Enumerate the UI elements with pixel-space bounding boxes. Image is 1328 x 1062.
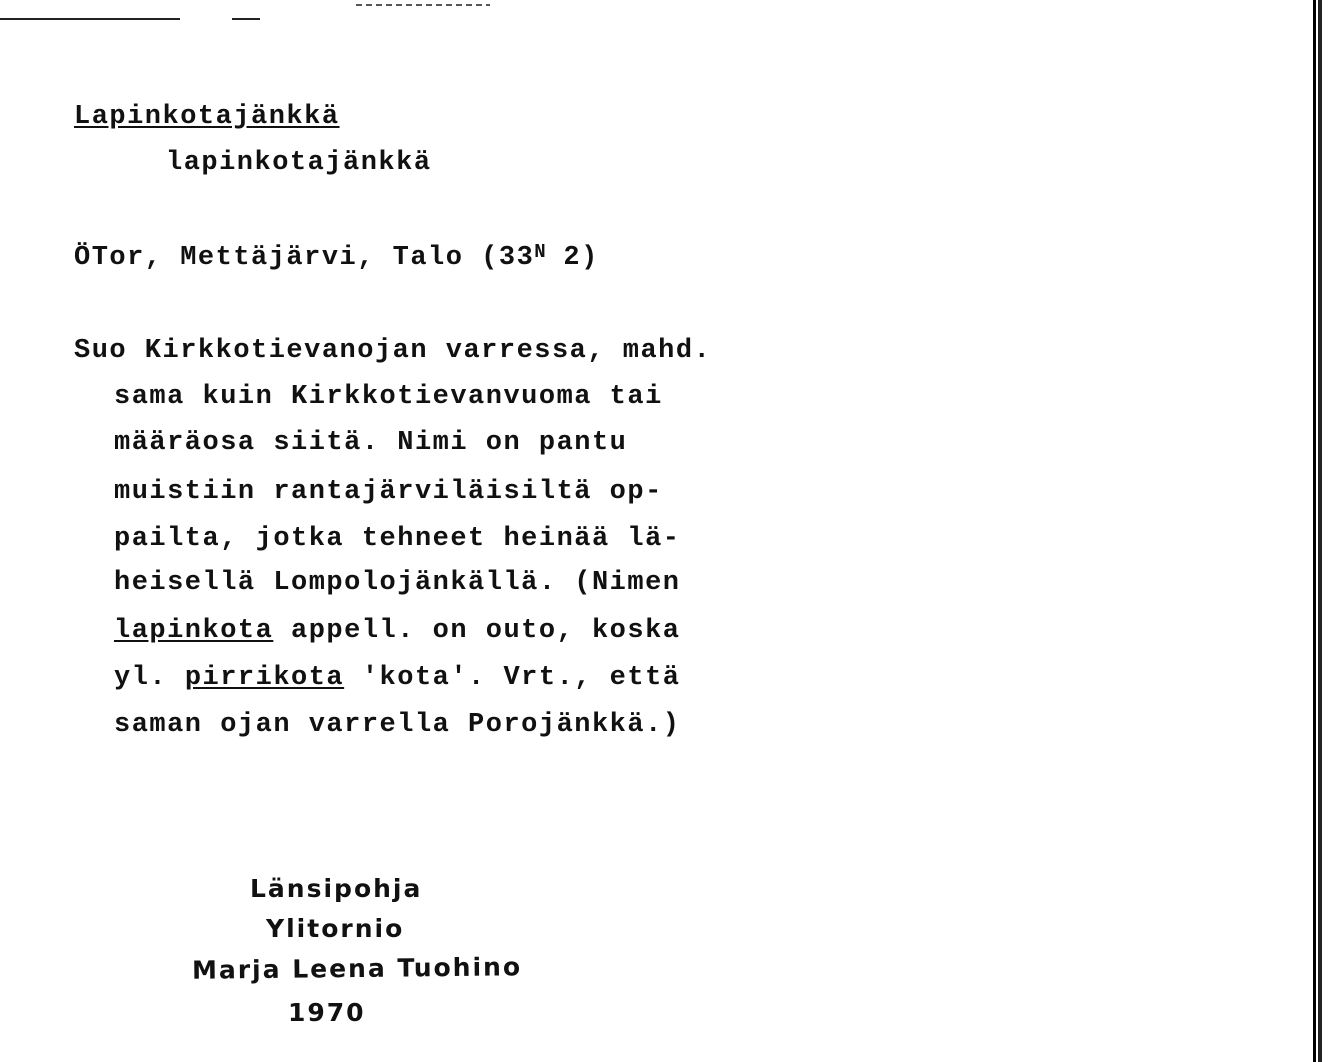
underlined-word-pirrikota: pirrikota xyxy=(184,663,345,693)
body-line-8-rest: 'kota'. Vrt., että xyxy=(344,663,681,693)
body-line-1: Suo Kirkkotievanojan varressa, mahd. xyxy=(74,336,712,366)
body-line-6: heisellä Lompolojänkällä. (Nimen xyxy=(114,568,681,598)
body-line-3: määräosa siitä. Nimi on pantu xyxy=(114,428,628,458)
location-main: ÖTor, Mettäjärvi, Talo (33 xyxy=(74,243,535,273)
body-line-7-rest: appell. on outo, koska xyxy=(273,616,681,646)
pronunciation: lapinkotajänkkä xyxy=(166,148,432,178)
footer-parish: Ylitornio xyxy=(266,914,405,943)
scan-edge xyxy=(1313,0,1322,1062)
body-line-8 xyxy=(114,665,681,692)
footer-region: Länsipohja xyxy=(250,874,423,903)
location xyxy=(74,243,599,272)
scan-artifact-line xyxy=(0,18,180,20)
body-line-4: muistiin rantajärviläisiltä op- xyxy=(114,477,663,507)
footer-year: 1970 xyxy=(288,998,366,1027)
body-line-9: saman ojan varrella Porojänkkä.) xyxy=(114,710,681,740)
footer-collector: Marja Leena Tuohino xyxy=(191,952,523,985)
body-line-2: sama kuin Kirkkotievanvuoma tai xyxy=(114,382,663,412)
location-end: 2) xyxy=(545,243,599,273)
location-sup: N xyxy=(534,241,546,263)
scan-artifact-line xyxy=(356,4,490,6)
body-line-5: pailta, jotka tehneet heinää lä- xyxy=(114,524,681,554)
card-heading: Lapinkotajänkkä xyxy=(74,102,340,132)
body-line-7 xyxy=(114,618,681,645)
body-line-8-start: yl. xyxy=(114,663,185,693)
scan-artifact-line xyxy=(232,18,260,20)
underlined-word-lapinkota: lapinkota xyxy=(114,616,274,646)
